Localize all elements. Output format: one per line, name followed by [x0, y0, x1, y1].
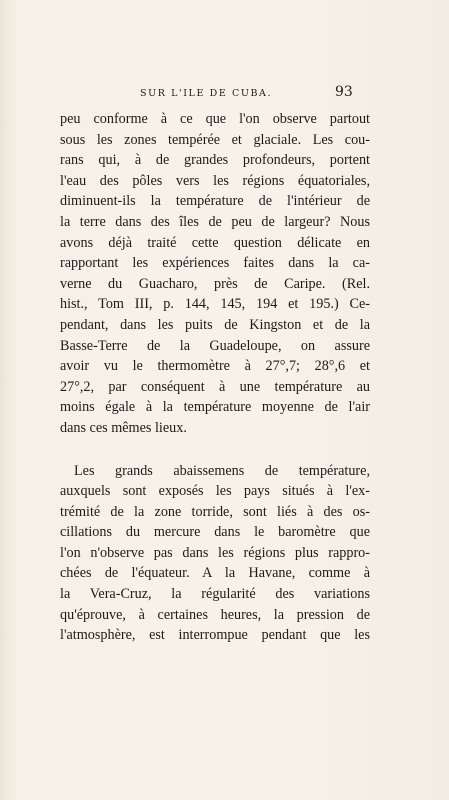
text-line: verne du Guacharo, près de Caripe. (Rel. [60, 275, 370, 292]
page-header [0, 84, 449, 104]
text-line: avons déjà traité cette question délicate en [60, 234, 370, 251]
text-line: l'atmosphère, est interrompue pendant que les [60, 627, 370, 644]
text-line: rapportant les expériences faites dans la ca- [60, 255, 370, 272]
paragraph [60, 461, 370, 646]
text-line: hist., Tom III, p. 144, 145, 194 et 195.) Ce- [60, 296, 370, 313]
text-line: peu conforme à ce que l'on observe partout [60, 111, 370, 127]
text-line: Basse-Terre de la Guadeloupe, on assure [60, 337, 370, 354]
text-line: l'eau des pôles vers les régions équatoriales, [60, 172, 370, 189]
text-line: dans ces mêmes lieux. [60, 419, 187, 436]
text-line: sous les zones tempérée et glaciale. Les cou- [60, 131, 370, 148]
page-number: 93 [335, 84, 353, 100]
text-line: Les grands abaissemens de température, [74, 462, 370, 479]
text-line: moins égale à la température moyenne de l'air [60, 399, 370, 416]
text-line: rans qui, à de grandes profondeurs, portent [60, 152, 370, 169]
running-head: SUR L'ILE DE CUBA. [140, 88, 273, 99]
text-line: pendant, dans les puits de Kingston et de la [60, 316, 370, 333]
text-line: la Vera-Cruz, la régularité des variations [60, 586, 370, 603]
text-line: chées de l'équateur. A la Havane, comme à [60, 565, 370, 582]
text-line: diminuent-ils la température de l'intérieur de [60, 193, 370, 210]
text-line: auxquels sont exposés les pays situés à l'ex- [60, 483, 370, 500]
text-line: trémité de la zone torride, sont liés à des os- [60, 503, 370, 520]
text-line: qu'éprouve, à certaines heures, la pression de [60, 606, 370, 623]
body-text [60, 109, 370, 646]
text-line: avoir vu le thermomètre à 27°,7; 28°,6 et [60, 358, 370, 375]
text-line: cillations du mercure dans le baromètre que [60, 524, 370, 541]
text-line: 27°,2, par conséquent à une température au [60, 378, 370, 395]
text-line: la terre dans des îles de peu de largeur? Nous [60, 213, 370, 230]
paragraph [60, 109, 370, 439]
text-line: l'on n'observe pas dans les régions plus rappro- [60, 544, 370, 561]
paragraph-gap [60, 439, 370, 461]
